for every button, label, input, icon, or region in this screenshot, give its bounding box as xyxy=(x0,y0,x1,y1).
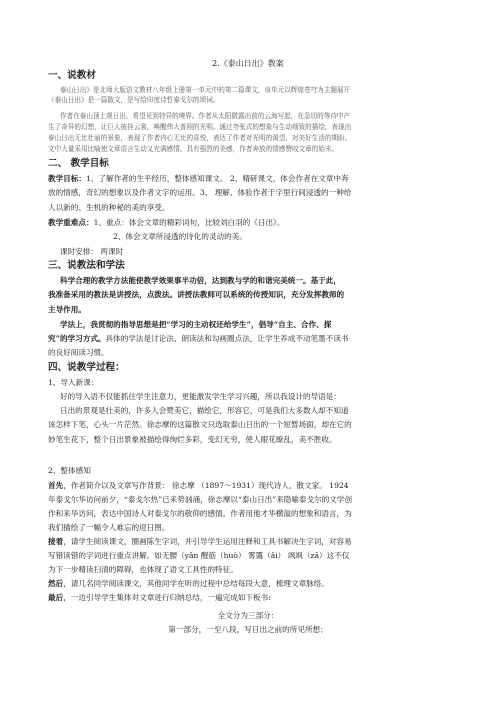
goals-line: 放的情感，奇幻的想象以及作者文字的运用。3、 理解、体验作者于字里行间浸透的一种给 xyxy=(48,188,352,197)
learning-method-line: 学法上，我贯彻的指导思想是把“学习的主动权还给学生”，倡导“自主、合作、探 xyxy=(60,320,332,329)
paragraph-line: 文中大量采用比喻使文章语言生动又充满感情。具有强烈的美感，作者奔放的情感赞叹文章的始末。 xyxy=(48,145,339,153)
key-points-line xyxy=(48,218,284,228)
last-line xyxy=(48,593,271,603)
methods-line: 我准备采用的教法是讲授法，点拨法。讲授法教师可以系统的传授知识，充分发挥教师的 xyxy=(48,290,345,299)
paragraph-line: 泰山日出无比壮丽的景象，表现了作者内心无比的喜悦，表达了作者对光明的渴望，对美好生活的期盼。 xyxy=(48,134,352,142)
first-text: ，作者简介以及文章写作背景： 徐志摩 （1897～1931）现代诗人、散文家。 1924 xyxy=(63,481,349,490)
first-label: 首先 xyxy=(48,481,64,490)
next-line: 为下一步精读扫清的障碍，也体现了语文工具性的特征。 xyxy=(48,565,238,574)
schedule: 课时安排： 两课时 xyxy=(60,247,124,256)
paragraph-line: 《泰山日出》是一篇散文，是写给印度诗哲泰戈尔的颂词。 xyxy=(48,96,220,104)
goals-line: 人以新的、生机的种秘的美的享受。 xyxy=(48,203,170,212)
then-text: ，请几名同学阅读课文，其他同学在听的过程中总结每段大意，梳理文章脉络。 xyxy=(63,579,329,588)
intro-line: 该怎样下笔，心头一片茫然。徐志摩的这篇散文只选取泰山日出的一个短暂场面，却在它的 xyxy=(48,420,352,429)
section-heading-methods: 三、说教法和学法 xyxy=(48,260,125,271)
document-title: 2.《泰山日出》教案 xyxy=(212,59,284,68)
then-label: 然后 xyxy=(48,579,64,588)
then-line xyxy=(48,579,329,589)
methods-line: 主导作用。 xyxy=(48,305,86,314)
goals-text: 1、了解作者的生平经历，整体感知课文。 2、精研课文，体会作者在文章中奔 xyxy=(85,174,349,183)
next-label: 接着 xyxy=(48,537,64,546)
board-line: 全文分为三部分： xyxy=(217,611,279,620)
first-line: 作和来华访问，表达中国诗人对泰戈尔的敬仰的感情。作者用他才华横溢的想象和语言，为 xyxy=(48,509,352,518)
perception-label: 2、整体感知 xyxy=(48,466,91,475)
section-heading-process: 四、说教学过程： xyxy=(48,362,125,373)
learning-method-line xyxy=(48,334,349,344)
key-points-text: 1、重点：体会文章的精彩词句，比较刘白羽的《日出》。 xyxy=(93,218,285,227)
learning-method-line: 的良好阅读习惯。 xyxy=(48,348,109,357)
paragraph-line: 泰山日出》是北师大版语文教材八年级上册第一单元中的第二篇课文，该单元以辉煌苍穹为主题展开 xyxy=(60,86,351,94)
goals-label: 教学目标： xyxy=(48,174,86,183)
section-heading-textbook: 一、说教材 xyxy=(48,70,96,81)
section-heading-goals: 二、 教学目标 xyxy=(48,158,109,169)
next-line xyxy=(48,537,352,547)
paragraph-line: 作者在泰山顶上观日出，希望见到特异的境界。作者从太阳微露出前的云海写起，在急切的等待中产 xyxy=(60,112,351,120)
first-line xyxy=(48,481,349,491)
next-text: ，请学生阅读课文，圈画陈生字词，并引导学生运用注释和工具书解决生字词，对容易 xyxy=(63,537,352,546)
intro-line: 好的导入语不仅能抓住学生注意力，更能激发学生学习兴趣，所以我设计的导语是： xyxy=(60,392,341,401)
intro-line: 日出的景观是壮美的，许多人会赞美它，描绘它，形容它，可是我们大多数人却不知道 xyxy=(60,406,349,415)
intro-label: 1、导入新课： xyxy=(48,378,99,387)
key-points-label: 教学重难点： xyxy=(48,218,94,227)
methods-line: 科学合理的教学方法能使教学效果事半功倍，达到教与学的和谐完美统一。基于此， xyxy=(60,276,341,285)
last-text: ，一边引导学生集体对文章进行归纳总结，一遍完成如下板书: xyxy=(63,593,271,602)
intro-line: 妙笔生花下，整个日出景象被描绘得绚烂多彩，变幻无穷，使人眼花缭乱，美不胜收。 xyxy=(48,435,337,444)
learning-method-bold: 究”的学习方式。 xyxy=(48,334,106,343)
next-line: 写错读错的字词进行重点讲解。如无腰（yǎn 醒筋（huò） 雾霭（ǎi） 飒飒（zā）这不仅 xyxy=(48,551,350,560)
last-label: 最后 xyxy=(48,593,64,602)
goals-line xyxy=(48,174,349,184)
learning-method-text: 具体的学法是讨论法、朗读法和勾画圈点法，让学生养成不动笔墨不读书 xyxy=(105,334,349,343)
paragraph-line: 生了奇异的幻想，让巨人披挂云裳，唤醒伟大普照的光明。通过夸张式的想象与生动细致的描绘，表现出 xyxy=(48,123,352,131)
first-line: 我们描绘了一幅令人难忘的迎日图。 xyxy=(48,523,170,532)
board-line: 第一部分，一至八段，写日出之前的所见所想； xyxy=(168,625,328,634)
key-points-line: 2、体会文章所浸透的诗化的灵动的美。 xyxy=(113,232,247,241)
first-line: 年泰戈尔华访问前夕，“泰戈尔热”已来势汹涌，徐志摩以“泰山日出”来隐喻泰戈尔的文学创 xyxy=(48,495,353,504)
